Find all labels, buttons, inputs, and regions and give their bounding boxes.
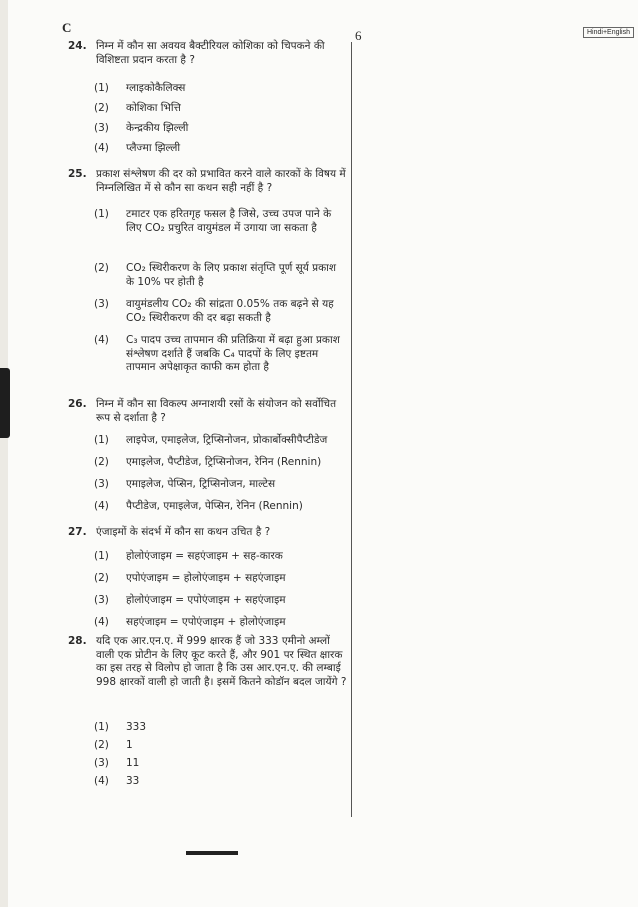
language-badge: Hindi+English bbox=[583, 27, 634, 38]
question-stem: एंजाइमों के संदर्भ में कौन सा कथन उचित है ? bbox=[96, 526, 271, 538]
question-number: 28. bbox=[68, 635, 87, 647]
question-number: 26. bbox=[68, 398, 87, 410]
question-number: 27. bbox=[68, 526, 87, 538]
scan-mark bbox=[186, 851, 238, 855]
scan-margin bbox=[0, 0, 8, 907]
page-number: 6 bbox=[355, 28, 362, 43]
binding-mark bbox=[0, 368, 10, 438]
question-number: 25. bbox=[68, 168, 87, 180]
question-stem: निम्न में कौन सा विकल्प अग्नाशयी रसों के संयोजन को सर्वोचित रूप से दर्शाता है ? bbox=[96, 398, 337, 424]
question-stem: प्रकाश संश्लेषण की दर को प्रभावित करने वाले कारकों के विषय में निम्नलिखित में से कौन सा कथन सही नहीं है ? bbox=[96, 168, 346, 194]
booklet-series: C bbox=[62, 20, 72, 35]
question-stem: निम्न में कौन सा अवयव बैक्टीरियल कोशिका को चिपकने की विशिष्टता प्रदान करता है ? bbox=[96, 40, 325, 66]
column-divider bbox=[351, 42, 352, 817]
question-number: 24. bbox=[68, 40, 87, 52]
question-stem: यदि एक आर.एन.ए. में 999 क्षारक हैं जो 333 एमीनो अम्लों वाली एक प्रोटीन के लिए कूट करते हैं, और 901 पर स्थित क्षारक का इस तरह से विलोप हो जाता है कि उस आर.एन.ए. की लम्बाई 998 क्षारकों वाली हो जाती है। इसमें कितने कोडॉन बदल जायेंगे ? bbox=[96, 635, 347, 688]
